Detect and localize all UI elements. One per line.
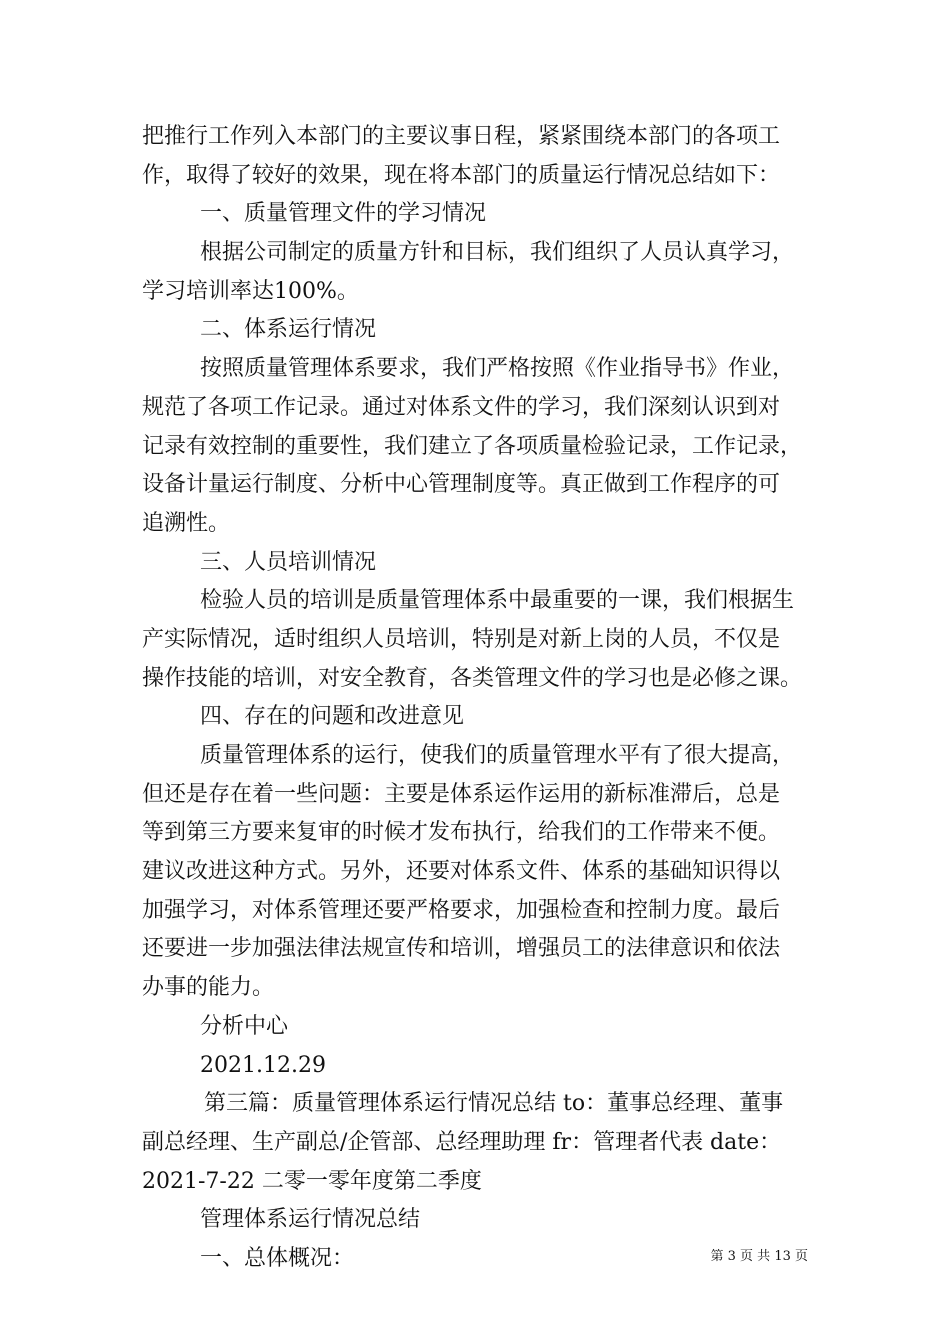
body-line: 检验人员的培训是质量管理体系中最重要的一课，我们根据生 xyxy=(200,588,795,614)
section-heading-2: 二、体系运行情况 xyxy=(200,317,377,343)
body-line: 把推行工作列入本部门的主要议事日程，紧紧围绕本部门的各项工 xyxy=(142,124,781,149)
body-line: 操作技能的培训，对安全教育，各类管理文件的学习也是必修之课。 xyxy=(142,665,803,691)
body-line: 加强学习，对体系管理还要严格要求，加强检查和控制力度。最后 xyxy=(142,897,781,923)
section-heading-3: 三、人员培训情况 xyxy=(200,549,377,575)
report-title: 管理体系运行情况总结 xyxy=(200,1207,421,1233)
body-line: 等到第三方要来复审的时候才发布执行，给我们的工作带来不便。 xyxy=(142,820,781,846)
document-body xyxy=(142,118,812,1279)
body-line: 质量管理体系的运行，使我们的质量管理水平有了很大提高， xyxy=(200,743,795,768)
body-line: 记录有效控制的重要性，我们建立了各项质量检验记录，工作记录， xyxy=(142,433,803,459)
page-number: 第 3 页 共 13 页 xyxy=(710,1249,808,1264)
body-line: 作，取得了较好的效果，现在将本部门的质量运行情况总结如下： xyxy=(142,162,781,188)
body-line: 按照质量管理体系要求，我们严格按照《作业指导书》作业， xyxy=(200,356,795,382)
body-line: 产实际情况，适时组织人员培训，特别是对新上岗的人员，不仅是 xyxy=(142,626,781,652)
body-line: 学习培训率达100%。 xyxy=(142,278,359,304)
body-line: 2021-7-22 二零一零年度第二季度 xyxy=(142,1168,482,1194)
body-line: 但还是存在着一些问题：主要是体系运作运用的新标准滞后，总是 xyxy=(142,781,781,807)
body-line: 建议改进这种方式。另外，还要对体系文件、体系的基础知识得以 xyxy=(142,859,781,885)
section-heading-1: 一、质量管理文件的学习情况 xyxy=(200,201,487,227)
body-line: 还要进一步加强法律法规宣传和培训，增强员工的法律意识和依法 xyxy=(142,936,781,962)
body-line: 根据公司制定的质量方针和目标，我们组织了人员认真学习， xyxy=(200,240,795,266)
body-line: 副总经理、生产副总/企管部、总经理助理 fr：管理者代表 date： xyxy=(142,1129,782,1155)
section-heading-4: 四、存在的问题和改进意见 xyxy=(200,704,465,730)
section-heading-overview: 一、总体概况： xyxy=(200,1245,355,1271)
body-line: 设备计量运行制度、分析中心管理制度等。真正做到工作程序的可 xyxy=(142,472,781,498)
body-line: 规范了各项工作记录。通过对体系文件的学习，我们深刻认识到对 xyxy=(142,394,781,420)
signature-department: 分析中心 xyxy=(200,1013,289,1039)
body-line: 追溯性。 xyxy=(142,510,231,536)
chapter-heading: 第三篇：质量管理体系运行情况总结 to：董事总经理、董事 xyxy=(204,1091,784,1117)
body-line: 办事的能力。 xyxy=(142,975,275,1001)
signature-date: 2021.12.29 xyxy=(200,1052,326,1078)
